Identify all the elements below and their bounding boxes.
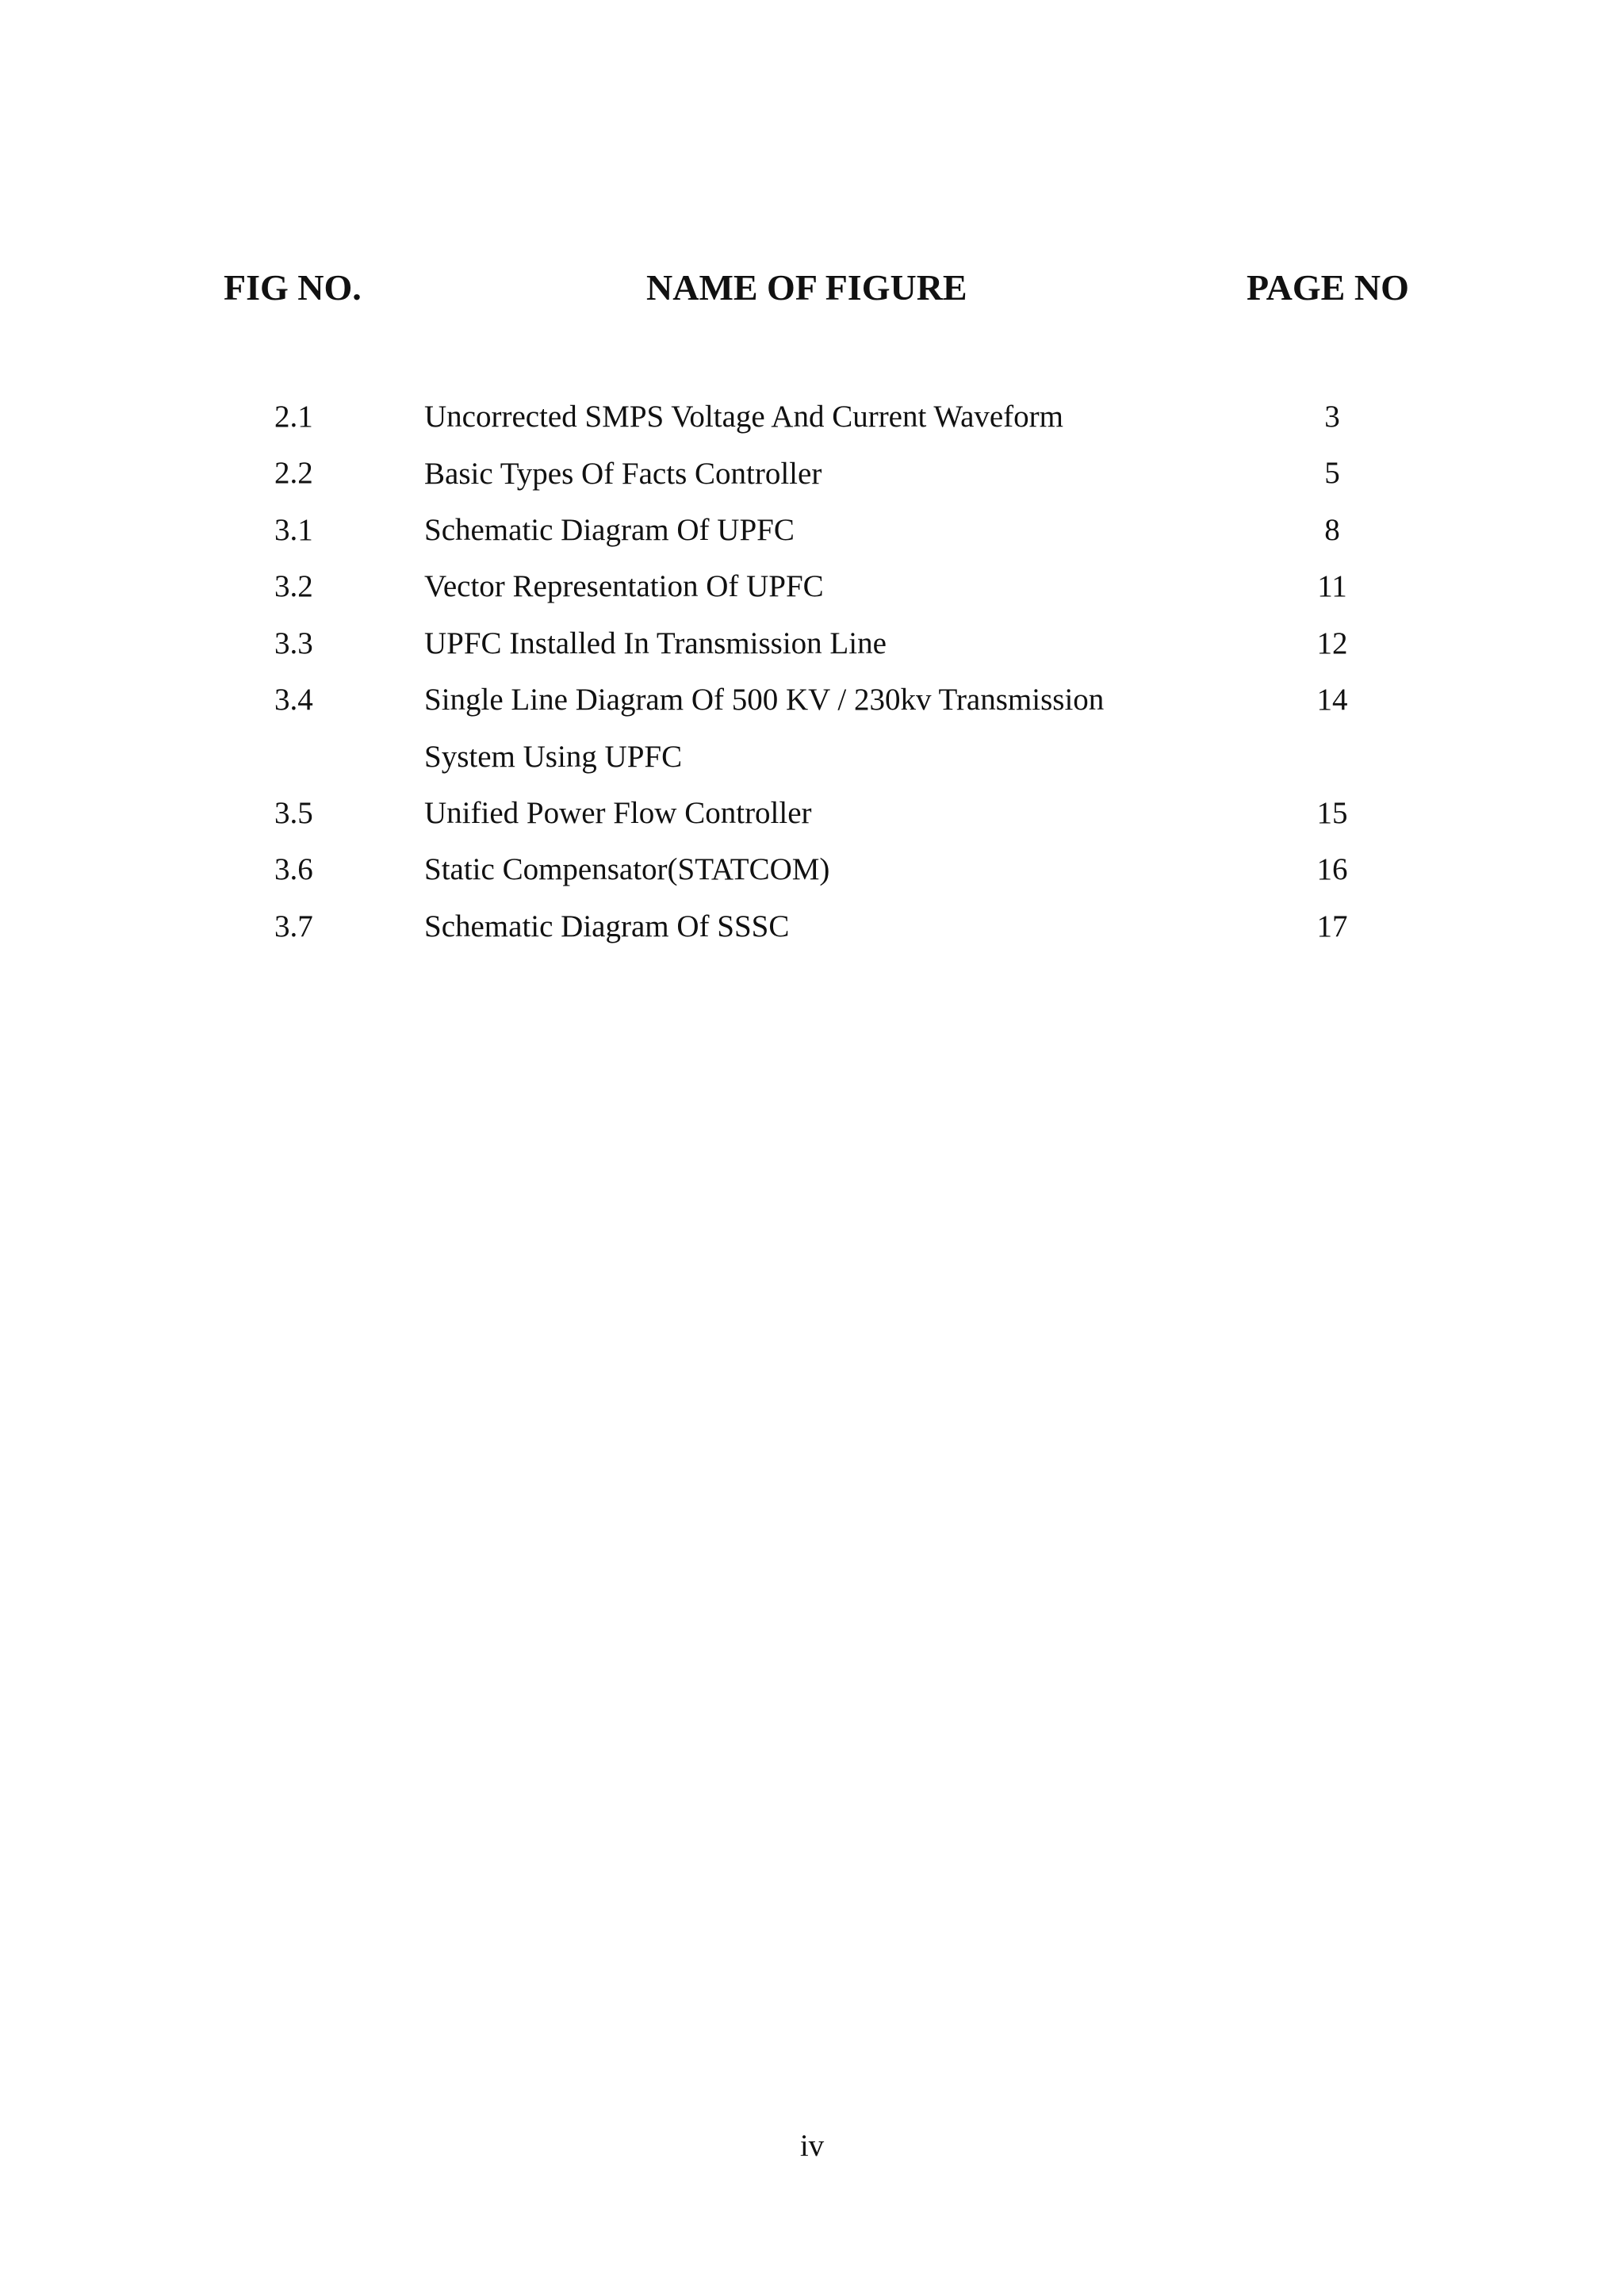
figure-number: 3.2 — [274, 569, 313, 604]
figure-title: Unified Power Flow Controller — [424, 796, 812, 831]
list-of-figures-header — [0, 264, 1624, 312]
figure-page: 15 — [1316, 795, 1348, 830]
name-of-figure-heading: NAME OF FIGURE — [646, 267, 967, 308]
figure-number: 3.5 — [274, 795, 313, 830]
figure-title: UPFC Installed In Transmission Line — [424, 626, 887, 660]
figure-number: 2.1 — [274, 400, 313, 434]
figure-row — [0, 846, 1624, 902]
figure-page: 3 — [1324, 400, 1340, 434]
figure-page: 5 — [1324, 456, 1340, 491]
figure-number: 3.4 — [274, 682, 313, 717]
figure-title: Schematic Diagram Of SSSC — [424, 909, 790, 943]
figure-number: 3.7 — [274, 909, 313, 943]
fig-no-heading: FIG NO. — [224, 267, 362, 308]
figure-row — [0, 620, 1624, 676]
figure-row — [0, 903, 1624, 959]
figure-number: 3.6 — [274, 852, 313, 887]
figure-row — [0, 563, 1624, 619]
figure-title: Single Line Diagram Of 500 KV / 230kv Transmission System Using UPFC — [424, 683, 1105, 774]
figure-page: 11 — [1317, 569, 1347, 604]
figure-row — [0, 790, 1624, 846]
figure-number: 3.3 — [274, 626, 313, 660]
figure-row — [0, 507, 1624, 563]
figure-page: 14 — [1316, 682, 1348, 717]
figure-list — [0, 393, 1624, 959]
page-number: iv — [799, 2129, 825, 2163]
figure-title: Schematic Diagram Of UPFC — [424, 513, 795, 548]
figure-row — [0, 676, 1624, 790]
figure-title: Uncorrected SMPS Voltage And Current Waveform — [424, 400, 1063, 434]
figure-row — [0, 450, 1624, 506]
figure-page: 16 — [1316, 852, 1348, 887]
figure-page: 12 — [1316, 626, 1348, 660]
figure-page: 17 — [1316, 909, 1348, 943]
figure-number: 2.2 — [274, 456, 313, 491]
figure-title: Basic Types Of Facts Controller — [424, 456, 822, 491]
figure-number: 3.1 — [274, 512, 313, 547]
figure-page: 8 — [1324, 512, 1340, 547]
page-no-heading: PAGE NO — [1247, 267, 1409, 308]
figure-title: Static Compensator(STATCOM) — [424, 852, 830, 887]
figure-title: Vector Representation Of UPFC — [424, 569, 824, 604]
figure-row — [0, 393, 1624, 450]
